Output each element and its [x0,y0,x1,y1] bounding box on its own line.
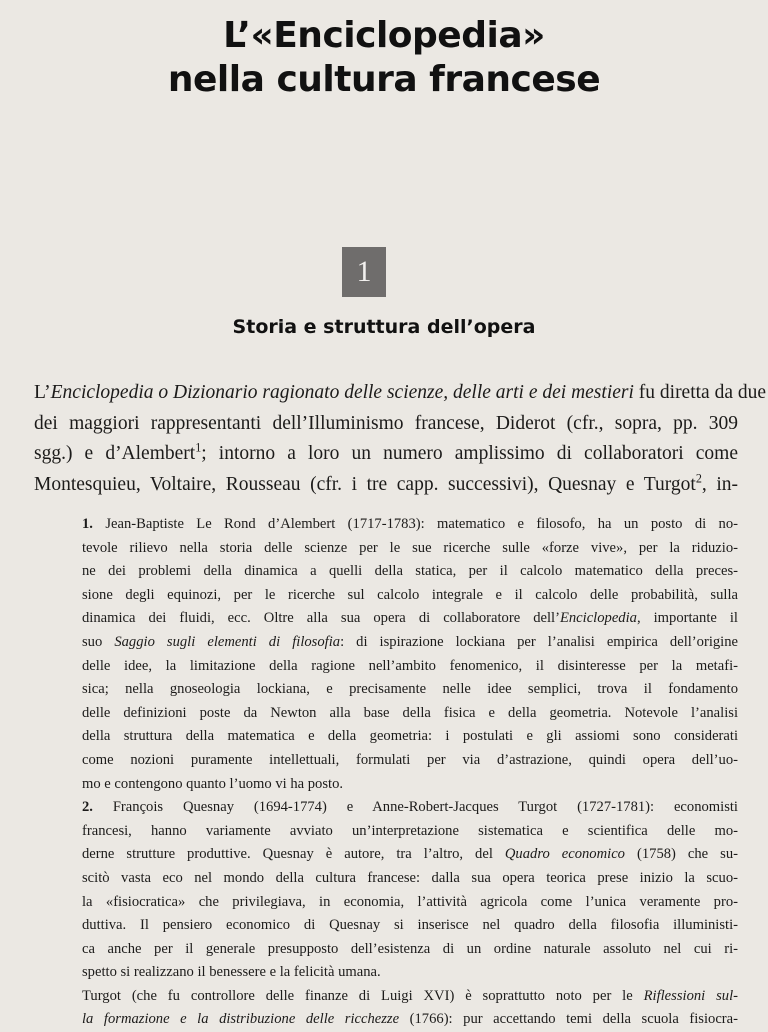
body-line: L’Enciclopedia o Dizionario ragionato delle scienze, delle arti e dei mestieri fu diretta da due [34,382,767,403]
body-line: Montesquieu, Voltaire, Rousseau (cfr. i tre capp. successivi), Quesnay e Turgot$^2$, in- [34,471,738,495]
footnote-line: mo e contengono quanto l’uomo vi ha posto. [82,775,344,792]
italic-title: Saggio sugli elementi di filosofia [114,633,341,650]
footnote-line: ca anche per il generale presupposto dell’esistenza di un ordine naturale assoluto nel cui ri- [82,940,738,957]
footnote-line: delle definizioni poste da Newton alla base della fisica e della geometria. Notevole l’analisi [82,704,738,721]
italic-title: Enciclopedia o Dizionario ragionato delle scienze, delle arti e dei mestieri [50,382,634,403]
section-title: Storia e struttura dell’opera [232,316,536,338]
heading-line-2: nella cultura francese [167,59,601,100]
body-line: dei maggiori rappresentanti dell’Illuminismo francese, Diderot (cfr., sopra, pp. 309 [34,412,738,434]
note-number: 1. [82,516,93,532]
italic-title: la formazione e la distribuzione delle ricchezze [82,1011,400,1028]
footnote-line: derne strutture produttive. Quesnay è autore, tra l’altro, del Quadro economico (1758) che su- [82,846,738,863]
italic-title: Quadro economico [504,846,625,863]
heading-line-1: L’«Enciclopedia» [223,15,545,56]
footnote-line: scitò vasta eco nel mondo della cultura francese: dalla sua opera teorica prese inizio la scuo- [82,869,738,886]
footnote-line: la formazione e la distribuzione delle ricchezze (1766): pur accettando temi della scuola fisiocra- [82,1011,739,1028]
footnote-line: spetto si realizzano il benessere e la felicità umana. [82,964,381,981]
footnote-line: della struttura della matematica e della geometria: i postulati e gli assiomi sono considerati [82,728,738,745]
footnote-line: sione degli equinozi, per le ricerche sul calcolo integrale e il calcolo delle probabilità, sulla [82,586,738,603]
note-number: 2. [82,799,93,816]
chapter-number-badge: 1 [342,247,386,297]
footnote-ref: 2 [695,471,702,485]
footnotes [82,513,738,1032]
footnote-line: 1. Jean-Baptiste Le Rond d’Alembert (1717-1783): matematico e filosofo, ha un posto di no- [82,516,738,532]
footnote-line: duttiva. Il pensiero economico di Quesnay si inserisce nel quadro della filosofia illuministi- [82,917,738,934]
body-line: sgg.) e d’Alembert$^1$; intorno a loro un numero amplissimo di collaboratori come [34,440,738,464]
footnote-line: Turgot (che fu controllore delle finanze di Luigi XVI) è soprattutto noto per le Riflessioni sul- [82,987,738,1004]
footnote-line: suo Saggio sugli elementi di filosofia: di ispirazione lockiana per l’analisi empirica dell’origine [82,633,739,650]
footnote-line: come nozioni puramente intellettuali, formulati per via d’astrazione, quindi opera dell’uo- [82,751,738,768]
footnote-ref: 1 [195,440,202,455]
italic-title: Enciclopedia [559,610,637,627]
footnote-line: tevole rilievo nella storia delle scienze per le sue ricerche sulle «forze vive», per la riduzio- [82,539,738,556]
footnote-line: dinamica dei fluidi, ecc. Oltre alla sua opera di collaboratore dell’Enciclopedia, importante il [82,610,738,627]
footnote-line: 2. François Quesnay (1694-1774) e Anne-Robert-Jacques Turgot (1727-1781): economisti [82,799,738,816]
footnote-line: ne dei problemi della dinamica a quelli della statica, per il calcolo matematico della preces- [82,563,738,580]
footnote-line: la «fisiocratica» che privilegiava, in economia, l’attività agricola come l’unica veramente pro- [82,893,738,910]
footnote-line: francesi, hanno variamente avviato un’interpretazione sistematica e scientifica delle mo- [82,822,738,839]
body-paragraph [34,378,767,500]
footnote-line: delle idee, la limitazione della ragione nell’ambito fenomenico, il disinteresse per la metafi- [82,657,738,674]
italic-title: Riflessioni sul- [643,987,738,1004]
chapter-heading [0,14,768,102]
footnote-line: sica; nella gnoseologia lockiana, e precisamente nelle idee semplici, trova il fondamento [82,681,738,698]
